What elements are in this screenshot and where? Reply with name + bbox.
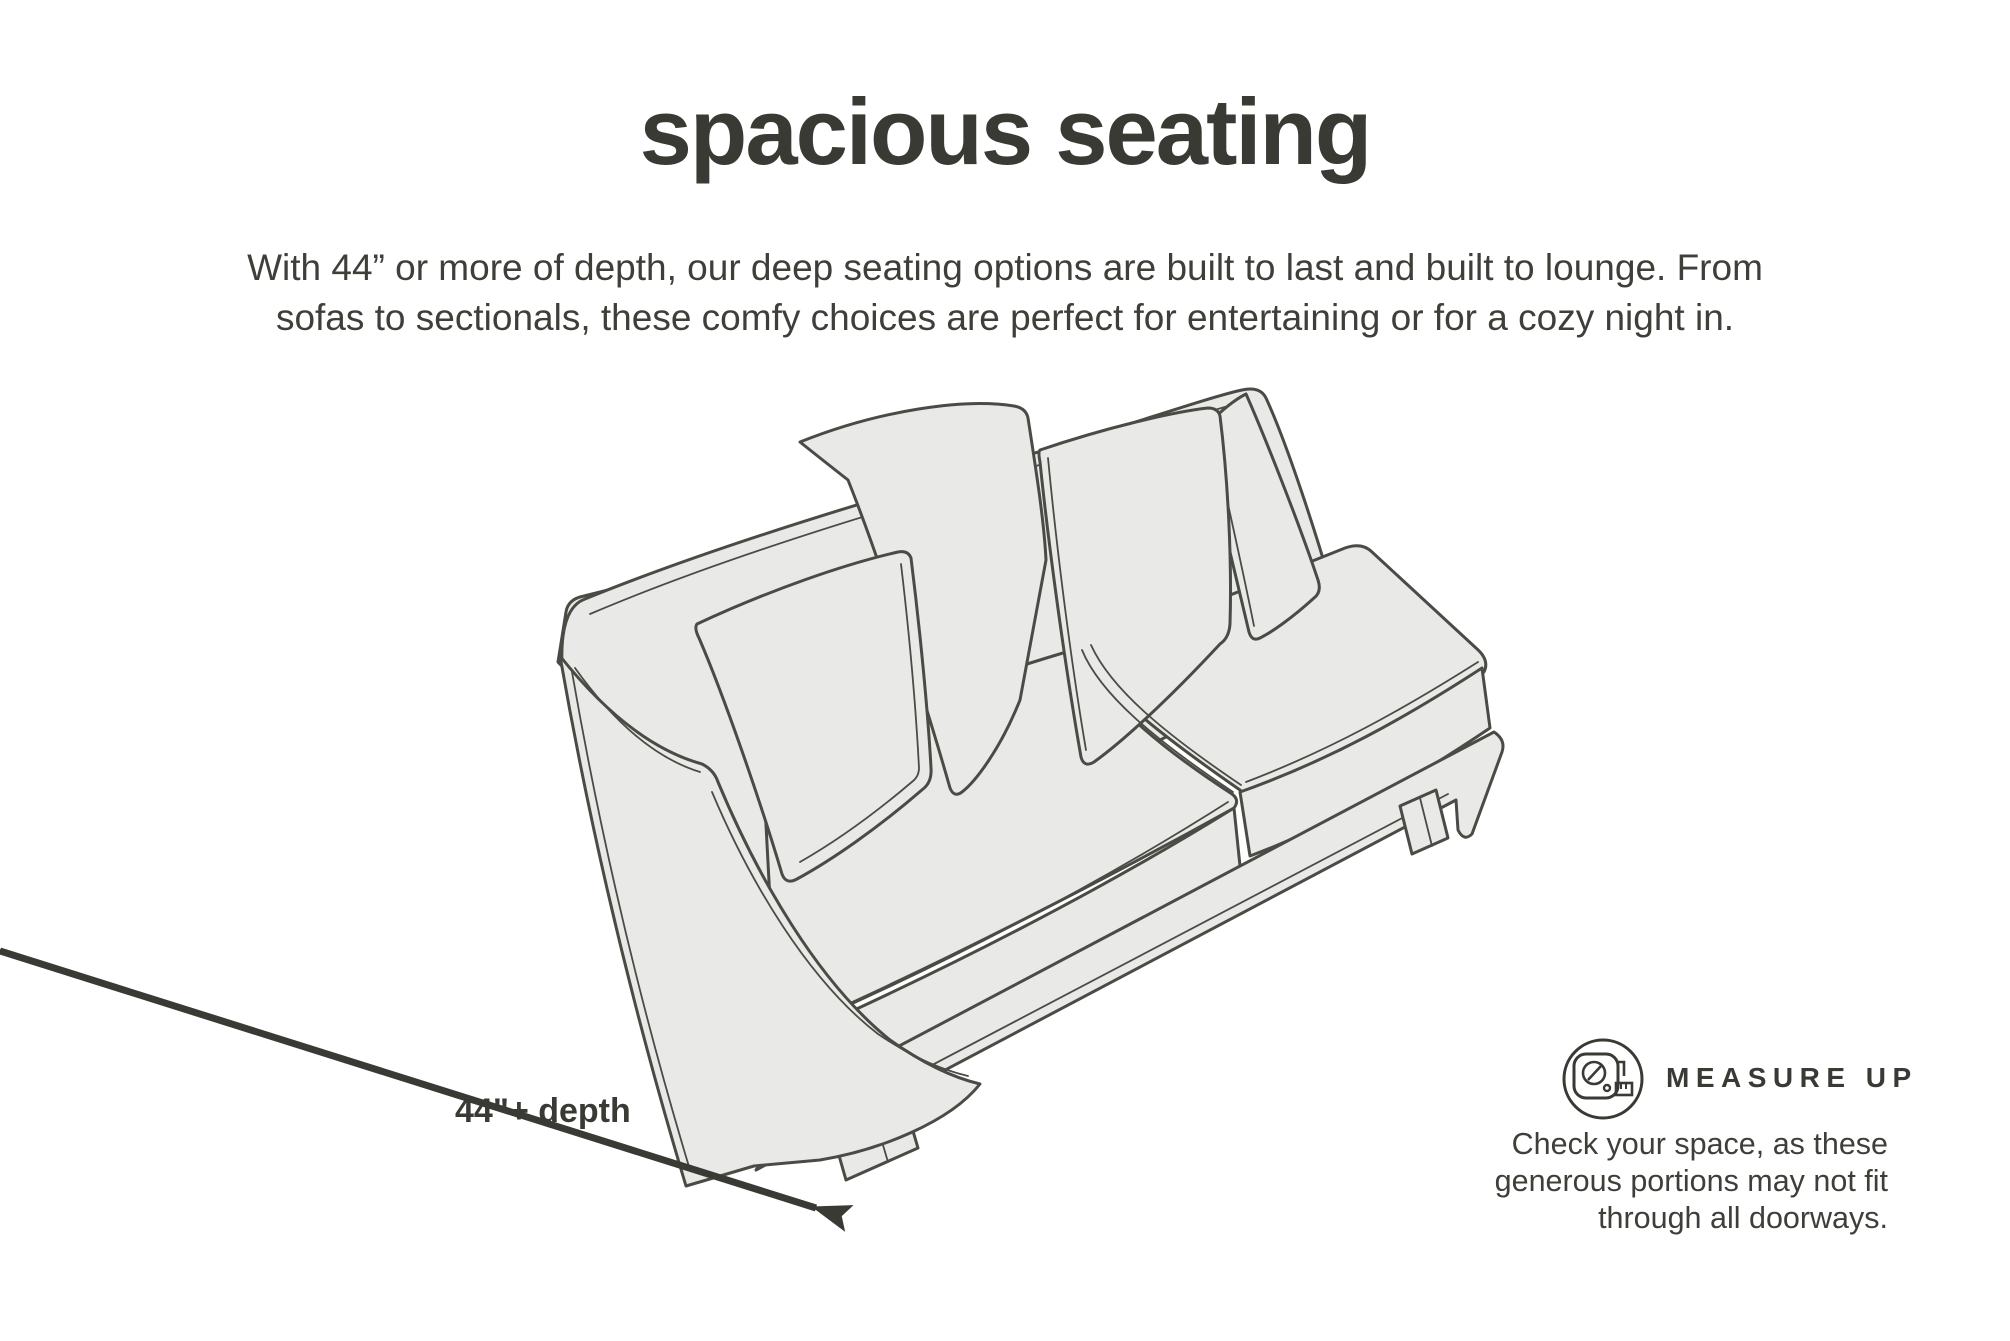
measure-up-line-1: Check your space, as these xyxy=(1511,1127,1888,1161)
measure-up-line-3: through all doorways. xyxy=(1598,1201,1888,1235)
measuring-tape-icon xyxy=(1560,1036,1648,1124)
measure-up-title: MEASURE UP xyxy=(1666,1062,1918,1093)
page-title: spacious seating xyxy=(639,79,1371,184)
measure-up-paragraph xyxy=(1400,1126,1888,1237)
measure-up-line-2: generous portions may not fit xyxy=(1494,1164,1888,1198)
depth-dimension-label: 44"+ depth xyxy=(455,1092,631,1130)
intro-line-2: sofas to sectionals, these comfy choices are perfect for entertaining or for a cozy night in. xyxy=(275,297,1735,338)
intro-line-1: With 44” or more of depth, our deep seating options are built to last and built to lounge. From xyxy=(247,247,1763,288)
